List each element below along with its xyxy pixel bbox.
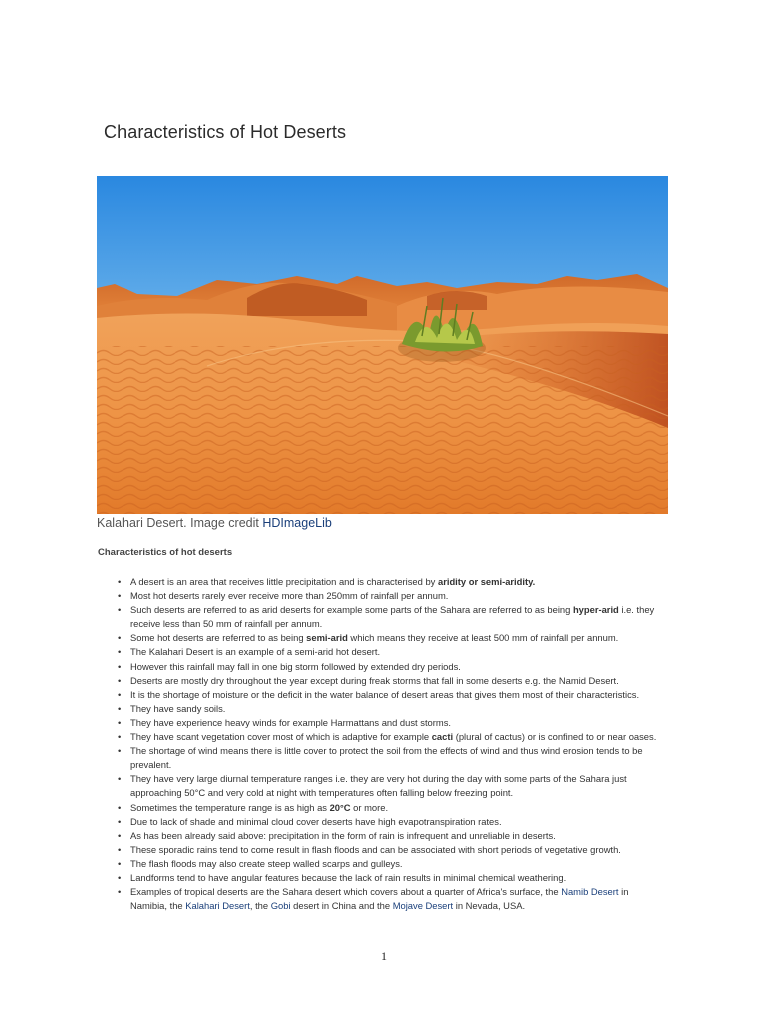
sand-ripples <box>97 346 668 514</box>
list-item <box>118 589 666 603</box>
list-item <box>118 829 666 843</box>
list-item-text: The Kalahari Desert is an example of a semi-arid hot desert. <box>130 646 381 658</box>
inline-link[interactable]: Mojave Desert <box>392 900 454 912</box>
bold-term: semi-arid <box>306 632 348 644</box>
list-item-text: or more. <box>350 801 389 813</box>
list-item <box>118 631 666 645</box>
list-item <box>118 575 666 589</box>
image-credit-link[interactable]: HDImageLib <box>262 516 332 530</box>
list-item-text: As has been already said above: precipitation in the form of rain is infrequent and unreliable in deserts. <box>130 829 556 841</box>
list-item-text: The shortage of wind means there is little cover to protect the soil from the effects of wind and thus wind erosion tends to be prevalent. <box>130 745 643 771</box>
list-item-text: They have very large diurnal temperature ranges i.e. they are very hot during the day with some parts of the Sahara just approaching 50°C and very cold at night with temperatures often falling below freezing point. <box>130 773 627 799</box>
list-item-text: The flash floods may also create steep walled scarps and gulleys. <box>130 857 403 869</box>
desert-photo <box>97 176 668 514</box>
list-item <box>118 716 666 730</box>
list-item-text: which means they receive at least 500 mm of rainfall per annum. <box>347 632 619 644</box>
list-item-text: Some hot deserts are referred to as being <box>130 632 307 644</box>
list-item-text: Most hot deserts rarely ever receive more than 250mm of rainfall per annum. <box>130 590 449 602</box>
list-item-text: A desert is an area that receives little precipitation and is characterised by <box>130 576 438 587</box>
list-item-text: Due to lack of shade and minimal cloud cover deserts have high evapotranspiration rates. <box>130 815 502 827</box>
list-item-text: desert in China and the <box>290 900 393 912</box>
list-item <box>118 857 666 871</box>
page-number: 1 <box>381 949 387 963</box>
list-item <box>118 603 666 631</box>
list-item-text: They have scant vegetation cover most of which is adaptive for example <box>130 731 432 743</box>
list-item <box>118 744 666 772</box>
list-item-text: (plural of cactus) or is confined to or near oases. <box>453 731 657 743</box>
list-item <box>118 871 666 885</box>
image-caption <box>97 516 332 530</box>
list-item-text: They have sandy soils. <box>130 702 226 714</box>
list-item <box>118 645 666 659</box>
page-title: Characteristics of Hot Deserts <box>104 122 347 142</box>
list-item <box>118 843 666 857</box>
list-item-text: Landforms tend to have angular features because the lack of rain results in minimal chemical weathering. <box>130 871 567 883</box>
list-item <box>118 885 666 913</box>
inline-link[interactable]: Namib Desert <box>561 886 619 898</box>
list-item <box>118 772 666 800</box>
list-item-text: Such deserts are referred to as arid deserts for example some parts of the Sahara are referred to as being <box>130 604 573 616</box>
list-item-text: However this rainfall may fall in one big storm followed by extended dry periods. <box>130 660 461 672</box>
inline-link[interactable]: Kalahari Desert <box>185 900 250 912</box>
list-item-text: They have experience heavy winds for example Harmattans and dust storms. <box>130 716 451 728</box>
list-item-text: Sometimes the temperature range is as high as <box>130 801 330 813</box>
list-item-text: , the <box>249 900 271 912</box>
bold-term: hyper-arid <box>572 604 619 616</box>
list-item-text: These sporadic rains tend to come result in flash floods and can be associated with short periods of vegetative growth. <box>130 843 621 855</box>
list-item-text: It is the shortage of moisture or the deficit in the water balance of desert areas that gives them most of their characteristics. <box>130 688 640 700</box>
bold-term: cacti <box>431 731 454 743</box>
bold-term: 20°C <box>329 801 351 813</box>
caption-text: Kalahari Desert. Image credit <box>97 516 263 530</box>
section-heading: Characteristics of hot deserts <box>98 547 233 558</box>
list-item-text: Deserts are mostly dry throughout the year except during freak storms that fall in some deserts e.g. the Namid Desert. <box>130 674 619 686</box>
list-item <box>118 674 666 688</box>
list-item-text: in Nevada, USA. <box>453 900 526 912</box>
list-item-text: i.e. they receive less than 50 mm of rainfall per annum. <box>130 604 655 630</box>
inline-link[interactable]: Gobi <box>270 900 291 912</box>
characteristics-list <box>118 575 666 913</box>
list-item-text: in Namibia, the <box>130 886 629 912</box>
list-item <box>118 702 666 716</box>
list-item-text: Examples of tropical deserts are the Sahara desert which covers about a quarter of Africa's surface, the <box>130 886 562 898</box>
list-item <box>118 815 666 829</box>
list-item <box>118 801 666 815</box>
bold-term: aridity or semi-aridity. <box>437 576 536 587</box>
list-item <box>118 660 666 674</box>
list-item <box>118 688 666 702</box>
list-item <box>118 730 666 744</box>
